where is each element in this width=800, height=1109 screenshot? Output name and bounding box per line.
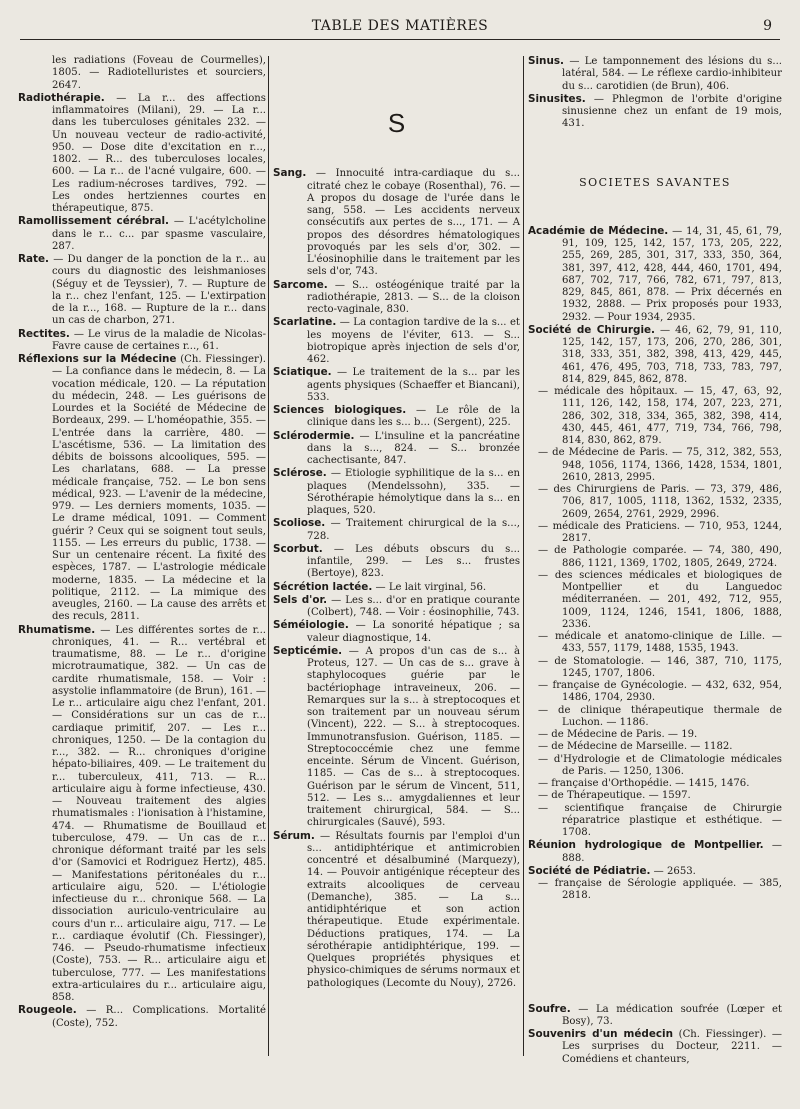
index-text: — A propos d'un cas de s... à Proteus, 127. — Un cas de s... grave à staphylocoques guérie par le bactériophage intraveineux, 206. — Remarques sur la s... à streptocoques et son traitement par un nouveau sérum (Vincent), 222. — S... à streptocoques. Immunotransfusion. Guérison, 1185. — Streptococcémie chez une femme enceinte. Sérum de Vincent. Guérison, 1185. — Cas de s... à streptocoques. Guérison par le sérum de Vincent, 511, 512. — Les s... amygdaliennes et leur traitement chirurgical, 584. — S... chirurgicales (Sauvé), 593. — [307, 645, 520, 829]
index-text: — 2653. — [653, 865, 696, 877]
index-entry-rougeole — [18, 1004, 266, 1030]
index-entry-sclerose — [273, 467, 520, 517]
index-text: — Phlegmon de l'orbite d'origine sinusienne chez un enfant de 19 mois, 431. — [562, 93, 782, 130]
section-letter: S — [387, 108, 406, 138]
index-text: — 14, 31, 45, 61, 79, 91, 109, 125, 142, 157, 173, 205, 222, 255, 269, 285, 301, 317, 333, 350, 364, 381, 397, 412, 428, 444, 460, 1701, 494, 687, 702, 717, 766, 782, 671, 797, 813, 829, 845, 861, 878. — Prix décernés en 1932, 2888. — Prix proposés pour 1933, 2932. — Pour 1934, 2935. — [562, 225, 782, 323]
index-subentry-chirurgie-reparatrice: — scientifique française de Chirurgie réparatrice plastique et esthétique. — 1708. — [538, 802, 782, 838]
index-text: — S... ostéogénique traité par la radiothérapie, 2813. — S... de la cloison recto-vaginale, 830. — [307, 279, 520, 315]
index-subentry-gynecologie: — française de Gynécologie. — 432, 632, 954, 1486, 1704, 2930. — [538, 680, 782, 704]
index-text: — La r... des affections inflammatoires (Milani), 29. — La r... dans les tuberculoses génitales 232. — Un nouveau vecteur de radio-activité, 950. — Dose dite d'excitation en r..., 1802. — R... des tuberculoses locales, 600. — La r... de l'acné vulgaire, 600. — Les radium-nécroses tardives, 792. — Les ondes hertziennes courtes en thérapeutique, 875. — [52, 92, 266, 214]
index-entry-sclerodermie — [273, 430, 520, 468]
index-term: Scarlatine. — [273, 316, 337, 329]
index-term: Sinusites. — [528, 92, 586, 105]
index-subentry-hydrologie: — d'Hydrologie et de Climatologie médicales de Paris. — 1250, 1306. — [538, 753, 782, 777]
column-gap — [528, 903, 782, 1003]
index-text: — Les différentes sortes de r... chroniques, 41. — R... vertébral et traumatisme, 88. — Le r... d'origine microtraumatique, 382. — Un cas de cardite rhumatismale, 158. — Voir : asystolie inflammatoire (de Brun), 161. — Le r... articulaire aigu chez l'enfant, 201. — Considérations sur un cas de r... cardiaque primitif, 207. — Les r... chroniques, 1250. — De la contagion du r..., 382. — R... chroniques d'origine hépato-biliaires, 409. — Le traitement du r... tuberculeux, 411, 713. — R... articulaire aigu à forme infectieuse, 430. — Nouveau traitement des algies rhumatismales : l'ionisation à l'histamine, 474. — Rhumatisme de Bouillaud et tuberculose, 479. — Un cas de r... chronique déformant traité par les sels d'or (Samovici et Rodriguez Hertz), 485. — Manifestations péritonéales du r... articulaire aigu, 520. — L'étiologie infectieuse du r... chronique 568. — La dissociation auriculo-ventriculaire au cours d'un r... articulaire aigu, 717. — Le r... cardiaque évolutif (Ch. Fiessinger), 746. — Pseudo-rhumatisme infectieux (Coste), 753. — R... articulaire aigu et tuberculose, 777. — Les manifestations extra-articulaires du r... articulaire aigu, 858. — [52, 624, 266, 1003]
index-text: — La médication soufrée (Lœper et Bosy), 73. — [562, 1003, 782, 1027]
index-text: — Les débuts obscurs du s... infantile, 299. — Les s... frustes (Bertoye), 823. — [307, 543, 520, 580]
index-subentry-hopitaux: — médicale des hôpitaux. — 15, 47, 63, 92, 111, 126, 142, 158, 174, 207, 223, 271, 286, 302, 318, 334, 365, 382, 398, 414, 430, 445, 461, 477, 719, 734, 766, 798, 814, 830, 862, 879. — [538, 386, 782, 446]
index-term: Sinus. — [528, 55, 564, 67]
index-text: — Le tamponnement des lésions du s... latéral, 584. — Le réflexe cardio-inhibiteur du s... carotidien (de Brun), 406. — [562, 56, 782, 92]
index-entry-sinus — [528, 55, 782, 93]
index-text: — Le virus de la maladie de Nicolas-Favre cause de certaines r..., 61. — [52, 328, 266, 352]
index-term: Société de Pédiatrie. — [528, 864, 651, 877]
index-term: Sciatique. — [273, 366, 332, 379]
index-entry-ramollissement — [18, 215, 266, 253]
index-text: — Innocuité intra-cardiaque du s... citraté chez le cobaye (Rosenthal), 76. — A propos du dosage de l'urée dans le sang, 558. — Les accidents nerveux consécutifs aux pertes de s..., 171. — A propos des désordres hématologiques provoqués par les sels d'or, 302. — L'éosinophilie dans le traitement par les sels d'or, 743. — [307, 168, 520, 278]
index-entry-sciatique — [273, 366, 520, 404]
index-text: — Le rôle de la clinique dans les s... b... (Sergent), 225. — [307, 405, 520, 429]
index-term: Radiothérapie. — [18, 91, 105, 104]
index-text: — Du danger de la ponction de la r... au cours du diagnostic des leishmanioses (Séguy et de Teyssier), 7. — Rupture de la r... chez l'enfant, 125. — L'extirpation de la r..., 168. — Rupture de la r... dans un cas de charbon, 271. — [52, 254, 266, 327]
page-title: TABLE DES MATIÈRES — [311, 18, 489, 34]
index-entry-serum — [273, 830, 520, 990]
index-entry-radiotherapie — [18, 92, 266, 216]
index-entry-scorbut — [273, 543, 520, 581]
index-text: — Etiologie syphilitique de la s... en plaques (Mendelssohn), 335. — Sérothérapie hémolytique dans la s... en plaques, 520. — [307, 468, 520, 516]
index-term: Sang. — [273, 167, 307, 180]
index-entry-sels-dor — [273, 594, 520, 620]
index-text: — Le traitement de la s... par les agents physiques (Schaeffer et Biancani), 533. — [307, 367, 520, 403]
index-term: Réflexions sur la Médecine — [18, 353, 177, 365]
index-subentry-marseille: — de Médecine de Marseille. — 1182. — [538, 741, 733, 753]
index-subentry-luchon: — de clinique thérapeutique thermale de Luchon. — 1186. — [538, 704, 782, 728]
page-header — [20, 14, 780, 40]
index-entry-semeiologie — [273, 619, 520, 645]
index-text: — Le lait virginal, 56. — [375, 581, 487, 593]
index-term: Scorbut. — [273, 542, 323, 555]
index-term: Sécrétion lactée. — [273, 580, 373, 593]
index-term: Séméiologie. — [273, 619, 349, 632]
index-subentry-medecine-paris-2: — de Médecine de Paris. — 19. — [538, 729, 698, 740]
index-term: Sérum. — [273, 829, 315, 842]
index-subentry-pathologie-comparee: — de Pathologie comparée. — 74, 380, 490, 886, 1121, 1369, 1702, 1805, 2649, 2724. — [538, 545, 782, 569]
index-term: Rougeole. — [18, 1004, 77, 1017]
index-term: Sarcome. — [273, 278, 328, 291]
index-term: Scoliose. — [273, 517, 326, 530]
index-subentry-chirurgiens-paris: — des Chirurgiens de Paris. — 73, 379, 486, 706, 817, 1005, 1118, 1362, 1532, 2335, 2609, 2654, 2761, 2929, 2996. — [538, 484, 782, 520]
index-entry-societe-pediatrie — [528, 865, 782, 878]
index-term: Sels d'or. — [273, 593, 328, 606]
index-entry-rhumatisme — [18, 624, 266, 1005]
index-entry-soufre — [528, 1003, 782, 1029]
index-entry-sang — [273, 167, 520, 278]
index-text: — La contagion tardive de la s... et les moyens de l'éviter, 613. — S... biotropique après injection de sels d'or, 462. — [307, 317, 520, 365]
index-term: Ramollissement cérébral. — [18, 215, 169, 228]
index-entry-sinusites — [528, 93, 782, 131]
index-text: — L'insuline et la pancréatine dans la s..., 824. — S... bronzée cachectisante, 847. — [307, 430, 520, 466]
index-entry-reunion-hydrologique — [528, 839, 782, 865]
index-term: Sciences biologiques. — [273, 404, 407, 416]
index-term: Rhumatisme. — [18, 623, 96, 636]
index-entry-sciences-biologiques — [273, 404, 520, 430]
index-subentry-therapeutique: — de Thérapeutique. — 1597. — [538, 790, 691, 802]
section-heading-societes-savantes: SOCIETES SAVANTES — [579, 175, 731, 189]
index-term: Académie de Médecine. — [528, 224, 669, 237]
index-entry-radiations-continued: les radiations (Foveau de Courmelles), 1805. — Radiotelluristes et sourciers, 2647. — [52, 55, 266, 91]
column-rule-left — [268, 56, 269, 1056]
index-entry-rate — [18, 253, 266, 328]
index-text: — La sonorité hépatique ; sa valeur diagnostique, 14. — [307, 620, 520, 644]
index-entry-academie-medecine — [528, 225, 782, 324]
index-text: — Les s... d'or en pratique courante (Colbert), 748. — Voir : éosinophilie, 743. — [307, 594, 520, 618]
index-text: (Ch. Fiessinger). — Les surprises du Docteur, 2211. — Comédiens et chanteurs, — [562, 1029, 782, 1065]
index-entry-scarlatine — [273, 316, 520, 366]
index-term: Réunion hydrologique de Montpellier. — [528, 839, 764, 852]
index-term: Souvenirs d'un médecin — [528, 1028, 674, 1040]
index-term: Sclérose. — [273, 467, 327, 480]
column-rule-right — [523, 56, 524, 1056]
index-text: — Résultats fournis par l'emploi d'un s... antidiphtérique et antimicrobien concentré et désalbuminé (Marquezy), 14. — Pouvoir antigénique récepteur des extraits alcooliques de cerveau (Demanche), 385. — La s... antidiphtérique et son action thérapeutique. Etude expérimentale. Déductions pratiques, 174. — La sérothérapie antidiphtérique, 199. — Quelques propriétés physiques et physico-chimiques de sérums normaux et pathologiques (Lecomte du Nouy), 2726. — [307, 830, 521, 989]
index-entry-rectites — [18, 328, 266, 354]
page-number: 9 — [763, 18, 772, 34]
index-column-2 — [273, 55, 520, 990]
index-term: Septicémie. — [273, 644, 343, 657]
index-term: Soufre. — [528, 1002, 571, 1015]
index-subentry-stomatologie: — de Stomatologie. — 146, 387, 710, 1175, 1245, 1707, 1806. — [538, 655, 782, 679]
index-term: Rate. — [18, 253, 49, 265]
index-subentry-praticiens: — médicale des Praticiens. — 710, 953, 1244, 2817. — [538, 520, 782, 544]
index-text: — 888. — [562, 840, 782, 864]
index-entry-sarcome — [273, 279, 520, 317]
index-entry-souvenirs — [528, 1028, 782, 1066]
index-term: Sclérodermie. — [273, 429, 355, 442]
index-term: Société de Chirurgie. — [528, 323, 655, 336]
index-column-1 — [18, 55, 266, 1030]
index-text: — L'acétylcholine dans le r... c... par spasme vasculaire, 287. — [52, 216, 266, 252]
index-term: Rectites. — [18, 327, 70, 340]
index-text: — Traitement chirurgical de la s..., 728. — [307, 518, 520, 542]
index-column-3 — [528, 55, 782, 1066]
index-subentry-anatomo-clinique-lille: — médicale et anatomo-clinique de Lille. — 433, 557, 1179, 1488, 1535, 1943. — [538, 631, 782, 655]
index-entry-societe-chirurgie — [528, 324, 782, 386]
index-subentry-serologie: — française de Sérologie appliquée. — 385, 2818. — [538, 878, 782, 902]
index-text: (Ch. Fiessinger). — La confiance dans le médecin, 8. — La vocation médicale, 120. — La réputation du médecin, 248. — Les guérisons de Lourdes et la Société de Médecine de Bordeaux, 299. — L'homéopathie, 355. — L'entrée dans la carrière, 480. — L'ascétisme, 536. — La limitation des débits de boissons alcooliques, 595. — Les charlatans, 688. — La presse médicale française, 752. — Le bon sens médical, 923. — L'avenir de la médecine, 979. — Les derniers moments, 1035. — Le drame médical, 1091. — Comment guérir ? Ceux qui se soignent tout seuls, 1155. — Les erreurs du public, 1738. — Sur un centenaire récent. La fixité des espèces, 1787. — L'astrologie médicale moderne, 1835. — La médecine et la politique, 2112. — La mimique des aveugles, 2160. — La cause des arrêts et des reculs, 2811. — [52, 354, 266, 623]
index-entry-reflexions — [18, 353, 266, 624]
index-text: — R... Complications. Mortalité (Coste), 752. — [52, 1005, 267, 1029]
index-text: — 46, 62, 79, 91, 110, 125, 142, 157, 173, 206, 270, 286, 301, 318, 333, 351, 382, 398, 413, 429, 445, 461, 476, 495, 703, 718, 733, 783, 797, 814, 829, 845, 862, 878. — [562, 324, 782, 385]
index-entry-secretion-lactee — [273, 581, 520, 594]
index-entry-scoliose — [273, 517, 520, 543]
index-subentry-sciences-medicales-montpellier: — des sciences médicales et biologiques de Montpellier et du Languedoc méditerranéen. — 201, 492, 712, 955, 1009, 1124, 1246, 1541, 1806, 1888, 2336. — [538, 569, 782, 630]
index-entry-septicemie — [273, 645, 520, 830]
index-subentry-medecine-paris: — de Médecine de Paris. — 75, 312, 382, 553, 948, 1056, 1174, 1366, 1428, 1534, 1801, 2610, 2813, 2995. — [538, 447, 782, 483]
index-subentry-orthopedie: — française d'Orthopédie. — 1415, 1476. — [538, 778, 750, 789]
